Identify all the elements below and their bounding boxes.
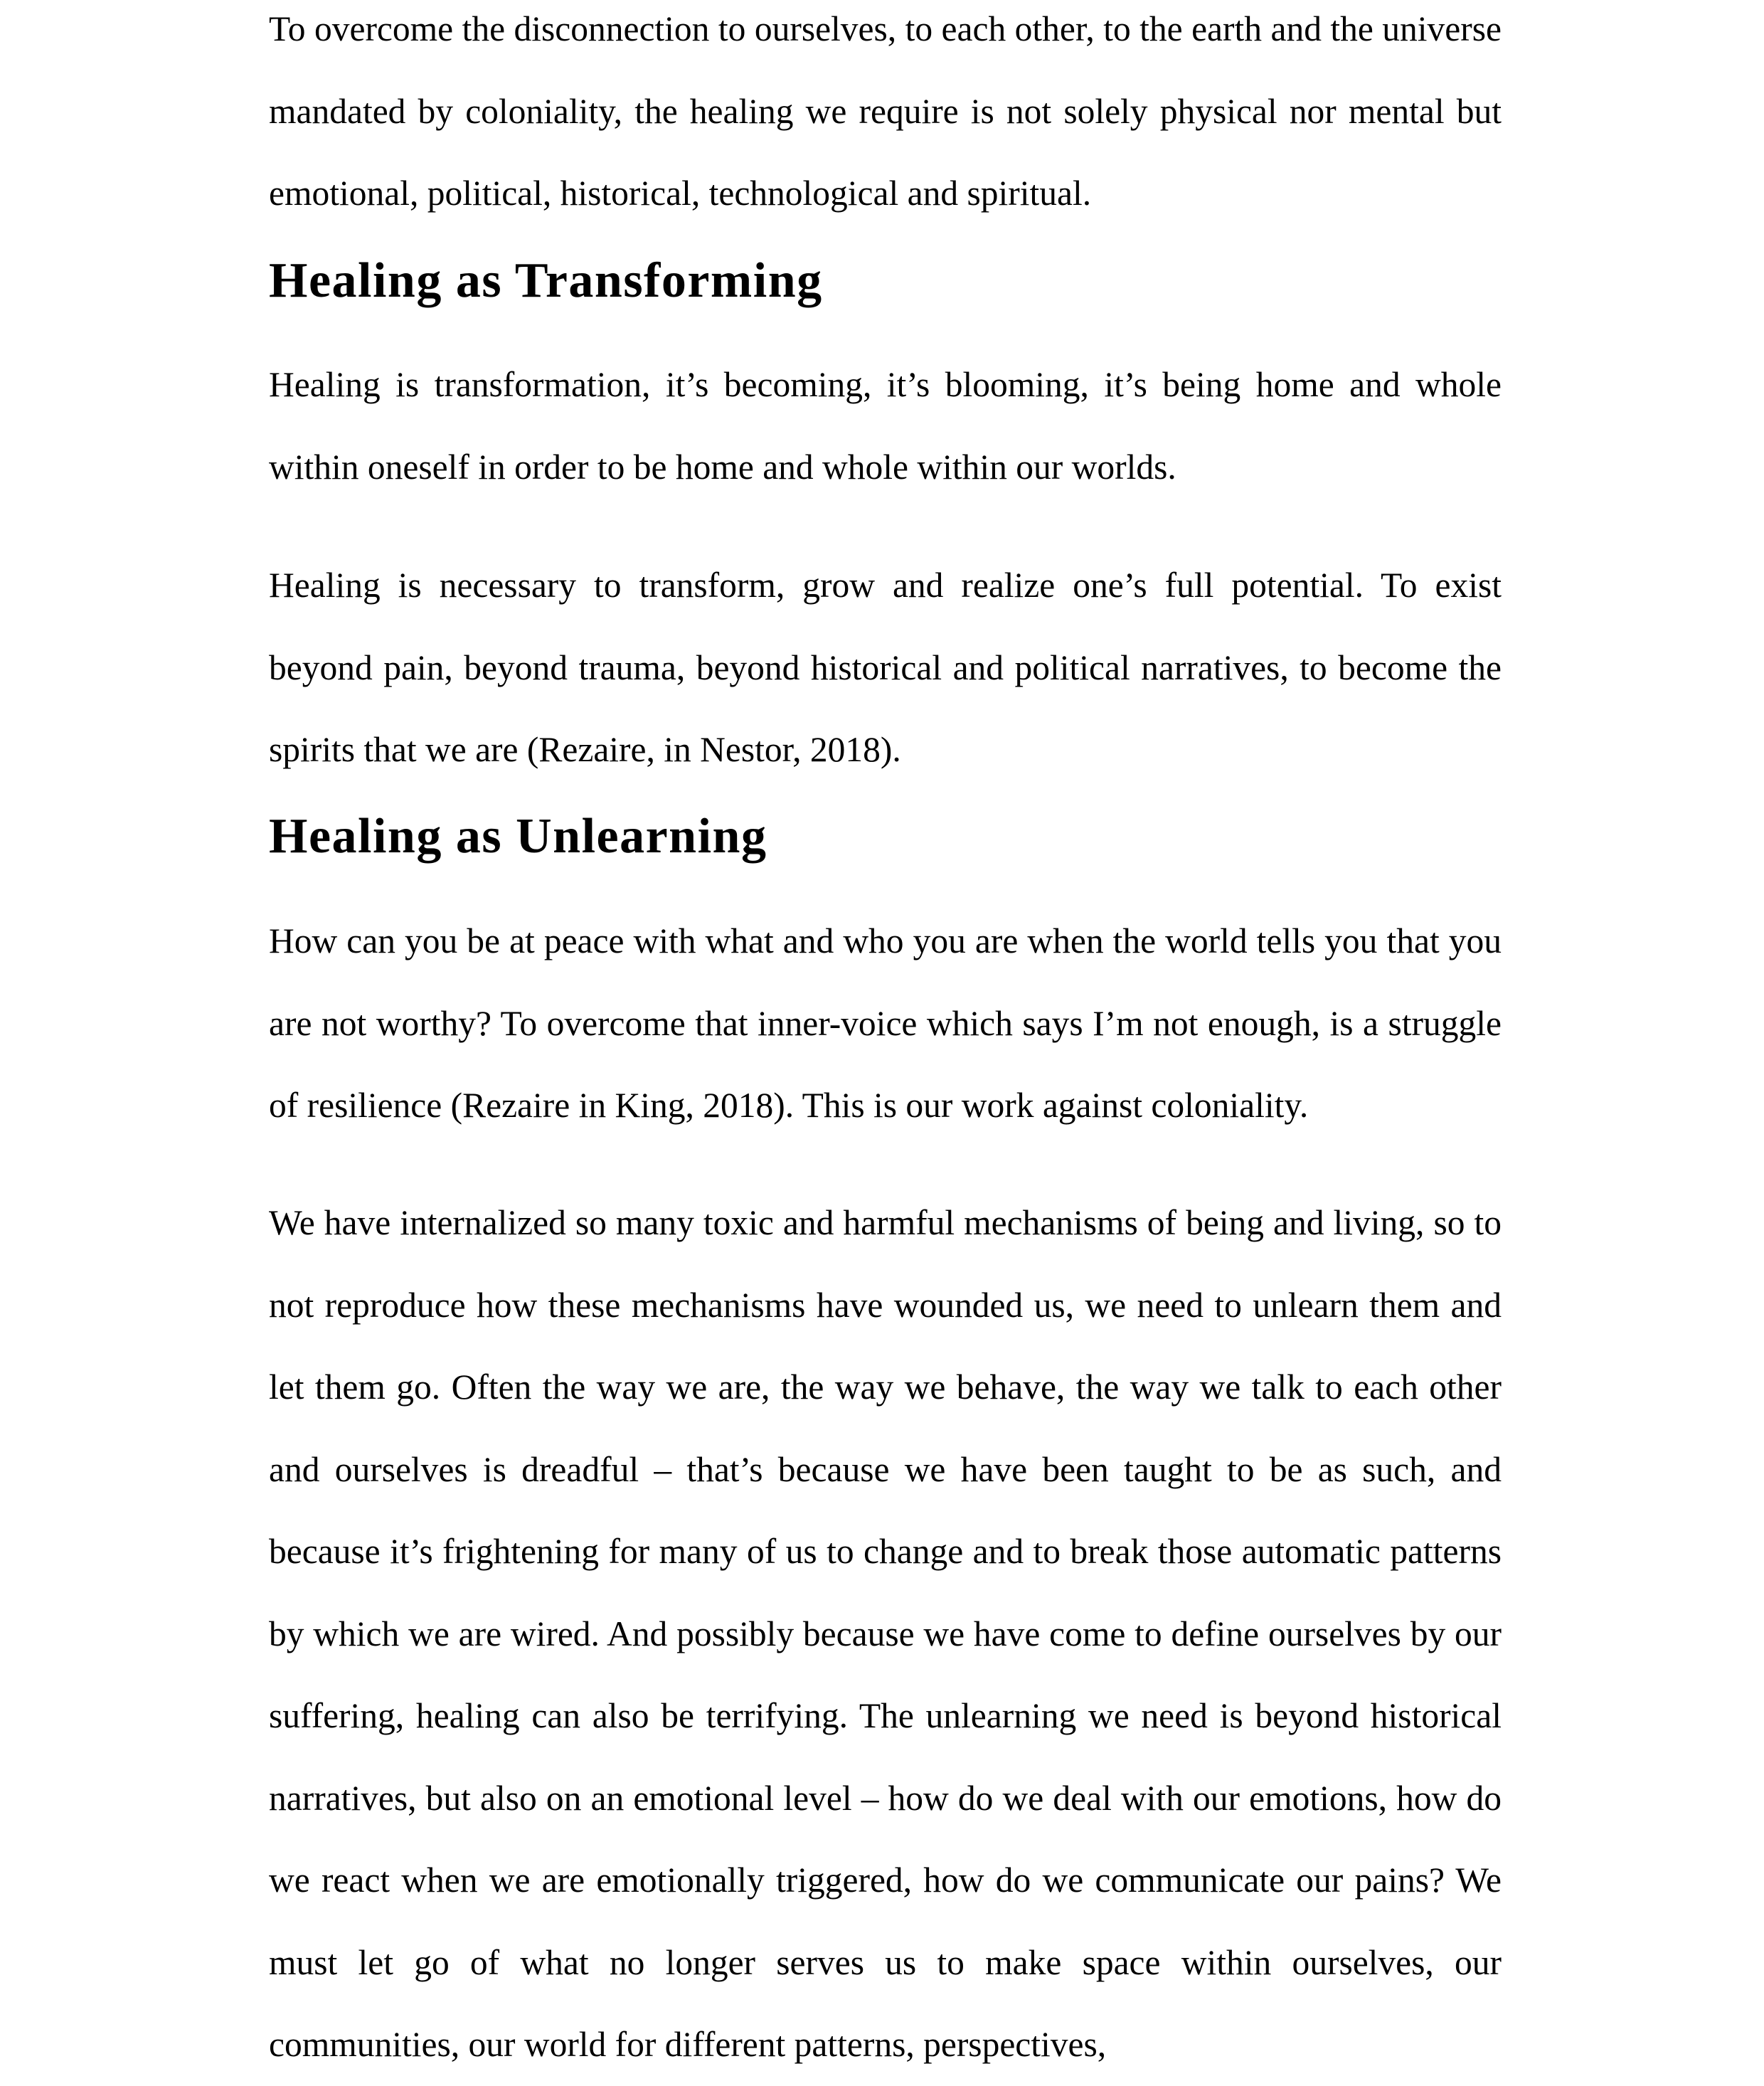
heading-healing-as-unlearning: Healing as Unlearning (269, 809, 767, 864)
unlearning-paragraph-2: We have internalized so many toxic and harmful mechanisms of being and living, so to not reproduce how these mechanisms have wounded us, we need to unlearn them and let them go. Often the way we are, the way we behave, the way we talk to each other and ourselves is dreadful – that’s because we have been taught to be as such, and because it’s frightening for many of us to change and to break those automatic patterns by which we are wired. And possibly because we have come to define ourselves by our suffering, healing can also be terrifying. The unlearning we need is beyond historical narratives, but also on an emotional level – how do we deal with our emotions, how do we react when we are emotionally triggered, how do we communicate our pains? We must let go of what no longer serves us to make space within ourselves, our communities, our world for different patterns, perspectives, (269, 1203, 1502, 2064)
heading-healing-as-transforming: Healing as Transforming (269, 253, 823, 308)
transforming-paragraph-2: Healing is necessary to transform, grow and realize one’s full potential. To exist beyond pain, beyond trauma, beyond historical and political narratives, to become the spirits that we are (Rezaire, in Nestor, 2018). (269, 566, 1502, 769)
unlearning-paragraph-1: How can you be at peace with what and who you are when the world tells you that you are not worthy? To overcome that inner-voice which says I’m not enough, is a struggle of resilience (Rezaire in King, 2018). This is our work against coloniality. (269, 921, 1502, 1125)
transforming-paragraph-1: Healing is transformation, it’s becoming, it’s blooming, it’s being home and whole within oneself in order to be home and whole within our worlds. (269, 365, 1502, 487)
intro-paragraph: To overcome the disconnection to ourselves, to each other, to the earth and the universe mandated by coloniality, the healing we require is not solely physical nor mental but emotional, political, historical, technological and spiritual. (269, 9, 1502, 213)
